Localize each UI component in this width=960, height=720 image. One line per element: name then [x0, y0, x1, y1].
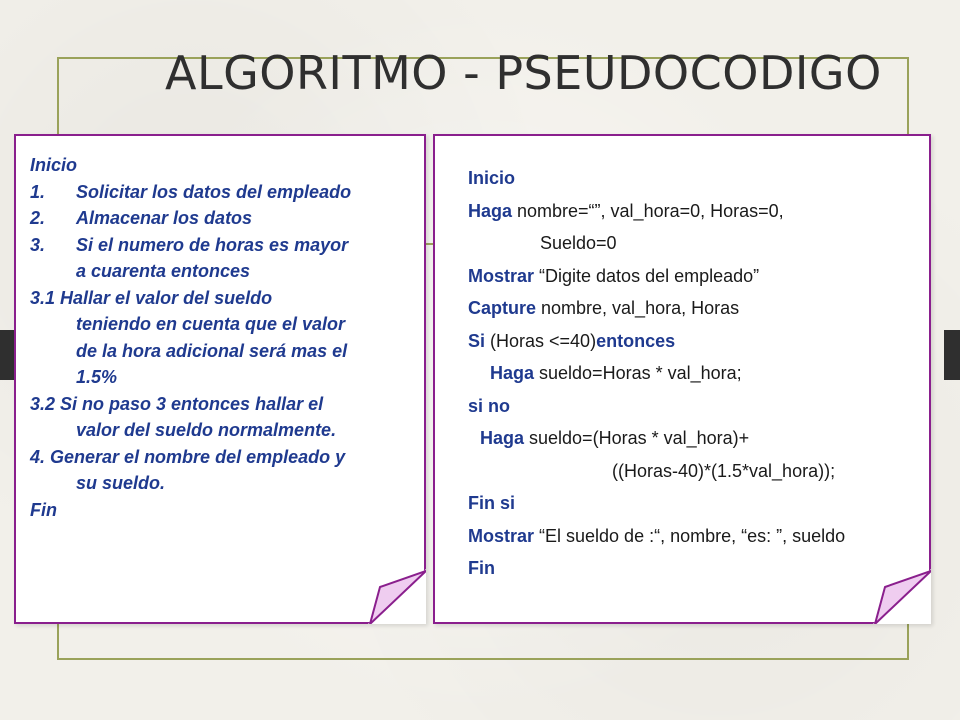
code-line [468, 260, 938, 293]
keyword: Haga [468, 200, 513, 221]
right-edge-bar [944, 330, 960, 380]
step-text: Solicitar los datos del empleado [76, 181, 352, 202]
step-line [30, 285, 410, 312]
step-line [30, 152, 410, 179]
code-line [468, 422, 938, 455]
algorithm-steps [30, 152, 410, 523]
keyword: si no [468, 395, 511, 416]
step-line [30, 497, 410, 524]
algorithm-card [14, 134, 426, 624]
step-text: teniendo en cuenta que el valor [76, 314, 346, 334]
code-text: “El sueldo de :“, nombre, “es: ”, sueldo [534, 525, 846, 546]
code-line [468, 357, 938, 390]
step-line [30, 338, 410, 365]
step-line [30, 258, 410, 285]
slide-title: ALGORITMO - PSEUDOCODIGO [165, 46, 882, 100]
step-line [30, 179, 410, 206]
step-number: 2. [30, 208, 46, 228]
step-line [30, 444, 410, 471]
step-line [30, 311, 410, 338]
code-text: sueldo=(Horas * val_hora)+ [524, 428, 750, 448]
pseudocode-card [433, 134, 931, 624]
keyword: Fin si [468, 493, 516, 513]
step-text: 1.5% [76, 367, 118, 387]
page-curl-icon [873, 569, 931, 624]
step-number: 1. [30, 181, 46, 202]
keyword: Haga [480, 428, 525, 448]
step-line [30, 391, 410, 418]
code-line [468, 292, 938, 325]
step-text: Almacenar los datos [76, 208, 253, 228]
keyword: Inicio [468, 168, 516, 188]
code-line [468, 162, 938, 195]
step-line [30, 205, 410, 232]
step-line [30, 364, 410, 391]
step-line [30, 470, 410, 497]
keyword: Si [468, 330, 486, 351]
step-number: 3. [30, 234, 46, 255]
code-line [468, 227, 938, 260]
code-line [468, 195, 938, 228]
code-line [468, 552, 938, 585]
keyword: Haga [490, 363, 535, 383]
page-curl-icon [368, 569, 426, 624]
keyword: entonces [596, 330, 676, 351]
step-text: de la hora adicional será mas el [76, 340, 348, 361]
step-text: Si el numero de horas es mayor [76, 234, 349, 255]
keyword: Capture [468, 298, 537, 318]
code-text: ((Horas-40)*(1.5*val_hora)); [612, 460, 836, 481]
code-line [468, 520, 938, 553]
step-text: su sueldo. [76, 473, 166, 493]
code-text: nombre, val_hora, Horas [536, 298, 740, 318]
code-text: sueldo=Horas * val_hora; [534, 363, 742, 383]
code-line [468, 487, 938, 520]
code-text: (Horas <=40) [485, 330, 597, 351]
step-text: Fin [30, 499, 57, 520]
step-line [30, 232, 410, 259]
step-text: Inicio [30, 155, 78, 175]
code-text: Sueldo=0 [540, 233, 617, 253]
step-line [30, 417, 410, 444]
code-text: nombre=“”, val_hora=0, Horas=0, [512, 200, 784, 221]
keyword: Fin [468, 558, 495, 578]
code-line [468, 390, 938, 423]
keyword: Mostrar [468, 525, 535, 546]
code-text: “Digite datos del empleado” [534, 265, 760, 286]
step-text: 3.1 Hallar el valor del sueldo [30, 287, 273, 308]
step-text: valor del sueldo normalmente. [76, 420, 337, 440]
step-text: a cuarenta entonces [76, 261, 251, 281]
code-line [468, 455, 938, 488]
pseudocode-block [468, 162, 938, 585]
code-line [468, 325, 938, 358]
step-text: 4. Generar el nombre del empleado y [30, 446, 346, 467]
step-text: 3.2 Si no paso 3 entonces hallar el [30, 393, 324, 414]
keyword: Mostrar [468, 265, 535, 286]
